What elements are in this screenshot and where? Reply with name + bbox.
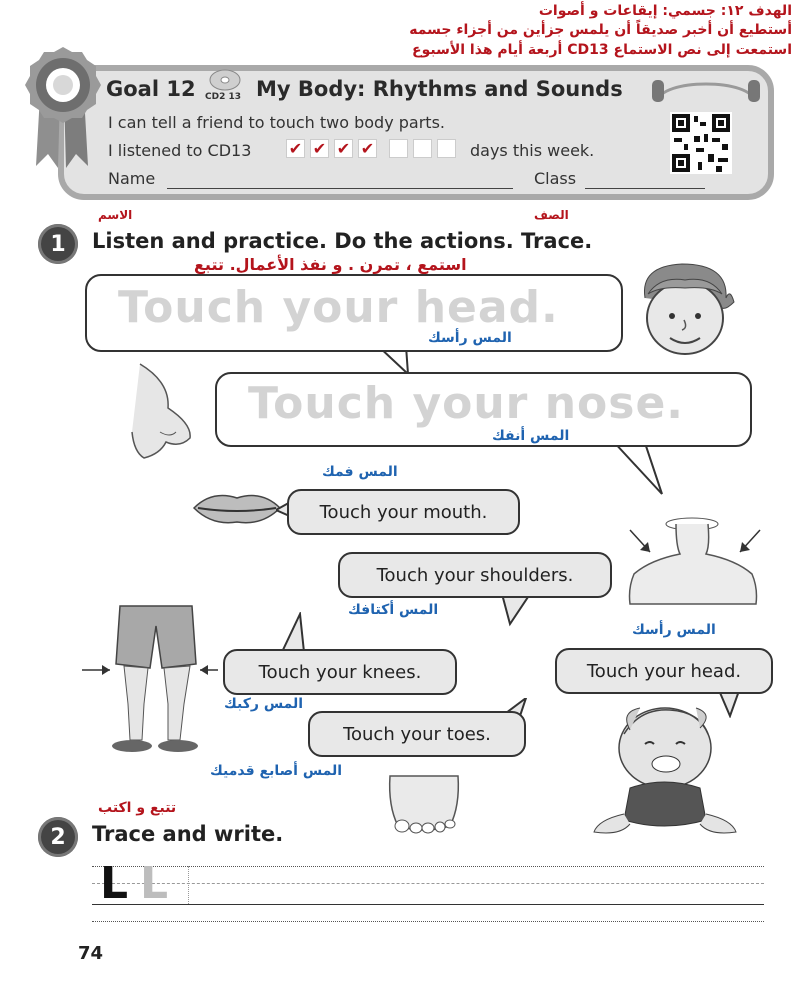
writing-line-bottom bbox=[92, 921, 764, 922]
legs-image bbox=[80, 604, 220, 754]
shoulders-bubble[interactable]: Touch your shoulders. bbox=[338, 552, 612, 598]
ribbon-badge-icon bbox=[18, 40, 108, 170]
class-field[interactable] bbox=[585, 188, 705, 189]
head-trace-arabic: المس رأسك bbox=[428, 330, 512, 346]
headphones-icon bbox=[648, 72, 764, 112]
section-2-arabic: تتبع و اكتب bbox=[98, 800, 177, 816]
day-check-4[interactable]: ✔ bbox=[358, 139, 377, 158]
head-bubble[interactable]: Touch your head. bbox=[555, 648, 773, 694]
bubble-nose-tail bbox=[610, 440, 670, 500]
arabic-goal-listened: استمعت إلى نص الاستماع CD13 أربعة أيام هذا الأسبوع bbox=[412, 42, 792, 58]
section-1-title: Listen and practice. Do the actions. Trace. bbox=[92, 229, 593, 253]
arabic-class-label: الصف bbox=[534, 208, 569, 222]
toes-bubble[interactable]: Touch your toes. bbox=[308, 711, 526, 757]
knees-arabic: المس ركبك bbox=[224, 696, 304, 712]
listened-prefix: I listened to CD13 bbox=[108, 141, 252, 160]
bubble-shoulders-tail bbox=[500, 594, 540, 628]
name-label: Name bbox=[108, 169, 156, 188]
letter-model: L bbox=[100, 858, 129, 909]
toes-image bbox=[384, 766, 464, 836]
boy-face-image bbox=[630, 258, 740, 358]
page-number: 74 bbox=[78, 943, 104, 964]
writing-line-mid bbox=[92, 883, 764, 884]
day-check-1[interactable]: ✔ bbox=[286, 139, 305, 158]
mouth-bubble[interactable]: Touch your mouth. bbox=[287, 489, 520, 535]
toes-arabic: المس أصابع قدميك bbox=[210, 763, 343, 779]
cd-icon bbox=[208, 68, 242, 92]
shoulders-image bbox=[620, 516, 770, 606]
head-trace-text[interactable]: Touch your head. bbox=[118, 282, 559, 333]
letter-start-guide bbox=[188, 866, 189, 904]
listened-suffix: days this week. bbox=[470, 141, 595, 160]
nose-image bbox=[130, 362, 210, 462]
day-check-6[interactable] bbox=[413, 139, 432, 158]
nose-trace-arabic: المس أنفك bbox=[492, 428, 570, 444]
goal-can-do: I can tell a friend to touch two body parts. bbox=[108, 113, 445, 132]
section-1-arabic: استمع ، تمرن . و نفذ الأعمال. تتبع bbox=[194, 255, 467, 274]
arabic-goal-can-do: أستطيع أن أخبر صديقاً أن يلمس جزأين من أجزاء جسمه bbox=[409, 22, 792, 38]
arabic-goal-title: الهدف ١٢: جسمي: إيقاعات و أصوات bbox=[538, 3, 792, 19]
day-check-7[interactable] bbox=[437, 139, 456, 158]
name-field[interactable] bbox=[167, 188, 513, 189]
qr-code-icon bbox=[670, 112, 732, 174]
day-check-2[interactable]: ✔ bbox=[310, 139, 329, 158]
mouth-image bbox=[192, 488, 282, 528]
day-check-5[interactable] bbox=[389, 139, 408, 158]
mouth-arabic: المس فمك bbox=[322, 464, 398, 480]
nose-trace-text[interactable]: Touch your nose. bbox=[248, 378, 684, 429]
knees-bubble[interactable]: Touch your knees. bbox=[223, 649, 457, 695]
writing-line-top bbox=[92, 866, 764, 867]
class-label: Class bbox=[534, 169, 577, 188]
head-arabic: المس رأسك bbox=[632, 622, 716, 638]
section-2-number: 2 bbox=[38, 817, 78, 857]
section-1-number: 1 bbox=[38, 224, 78, 264]
arabic-name-label: الاسم bbox=[98, 208, 133, 222]
section-2-title: Trace and write. bbox=[92, 822, 284, 846]
goal-title: My Body: Rhythms and Sounds bbox=[256, 77, 623, 101]
baby-image bbox=[590, 700, 740, 840]
cd-track-label: CD2 13 bbox=[205, 92, 241, 102]
writing-line-base[interactable] bbox=[92, 904, 764, 905]
shoulders-arabic: المس أكتافك bbox=[348, 602, 439, 618]
day-check-3[interactable]: ✔ bbox=[334, 139, 353, 158]
goal-label: Goal 12 bbox=[106, 77, 196, 101]
letter-trace[interactable]: L bbox=[140, 858, 169, 909]
